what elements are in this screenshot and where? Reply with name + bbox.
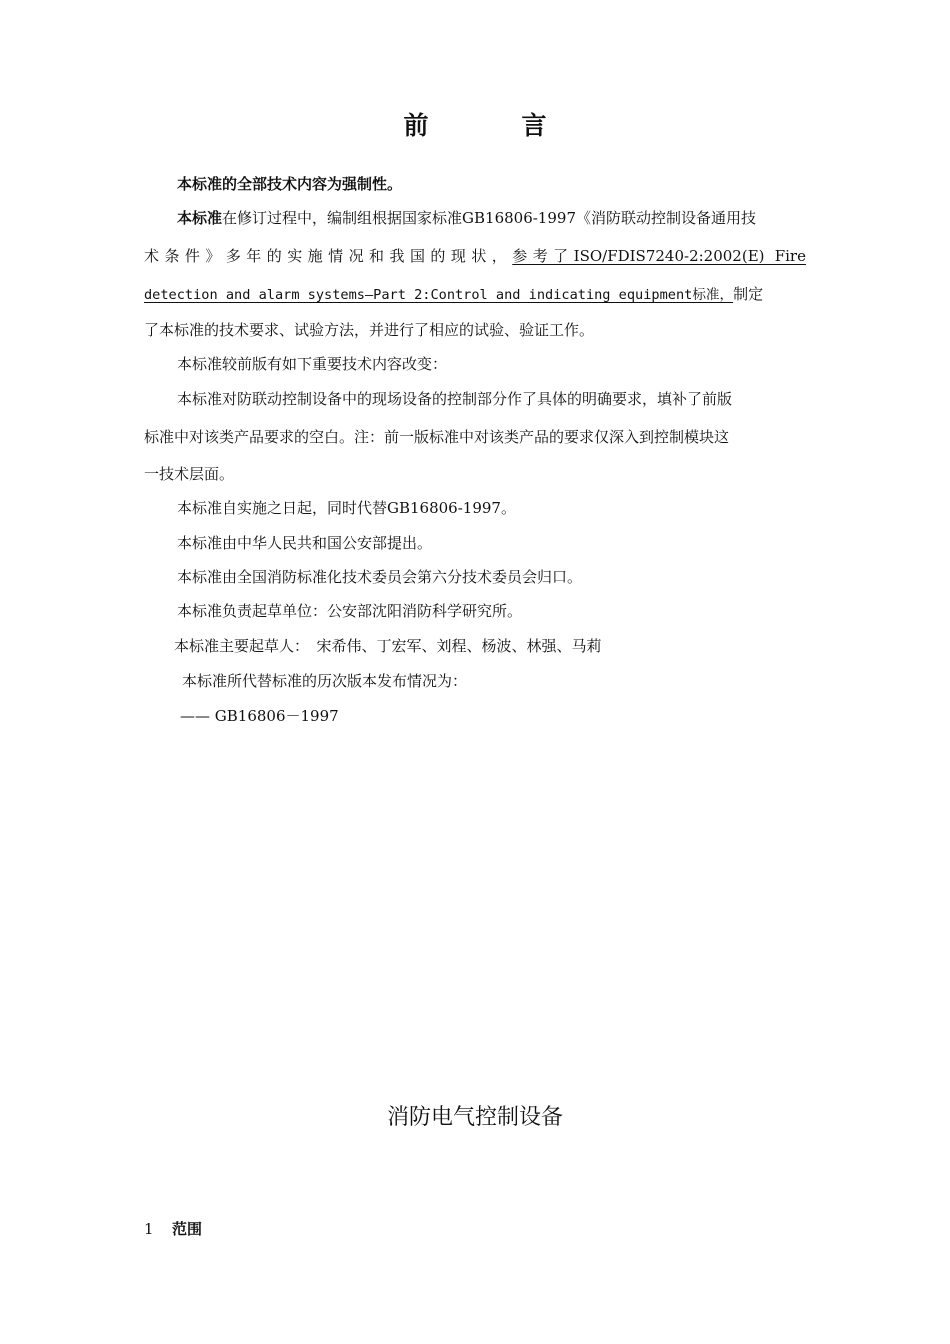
changes-line-1: 本标准对防联动控制设备中的现场设备的控制部分作了具体的明确要求，填补了前版 <box>177 390 733 408</box>
committee-statement: 本标准由全国消防标准化技术委员会第六分技术委员会归口。 <box>177 568 583 586</box>
revision-paragraph-line-1-text: 在修订过程中，编制组根据国家标准GB16806-1997《消防联动控制设备通用技 <box>222 209 756 227</box>
preface-title: 前 言 <box>403 111 581 140</box>
reference-standard-title: detection and alarm systems—Part 2:Control and indicating equipment标准， <box>144 287 734 303</box>
revision-paragraph-line-3-text: 制定 <box>733 285 764 303</box>
revision-paragraph-line-2-text: 术条件》多年的实施情况和我国的现状， <box>144 247 513 265</box>
reference-standard-text: 参考了ISO/FDIS7240-2:2002(E) Fire <box>512 247 806 265</box>
revision-paragraph-line-3 <box>144 284 806 305</box>
replacement-statement: 本标准自实施之日起，同时代替GB16806-1997。 <box>177 499 516 517</box>
revision-paragraph-line-1 <box>177 208 806 228</box>
version-history-item: —— GB16806－1997 <box>180 707 339 725</box>
section-title: 范围 <box>172 1220 203 1238</box>
document-title: 消防电气控制设备 <box>386 1105 563 1130</box>
drafters-statement: 本标准主要起草人： 宋希伟、丁宏军、刘程、杨波、林强、马莉 <box>174 637 602 655</box>
drafting-unit-statement: 本标准负责起草单位：公安部沈阳消防科学研究所。 <box>177 602 523 620</box>
mandatory-statement: 本标准的全部技术内容为强制性。 <box>177 175 403 193</box>
revision-paragraph-line-4: 了本标准的技术要求、试验方法，并进行了相应的试验、验证工作。 <box>144 321 595 339</box>
section-heading <box>144 1218 202 1239</box>
changes-intro: 本标准较前版有如下重要技术内容改变： <box>177 355 448 373</box>
changes-line-3: 一技术层面。 <box>144 465 235 483</box>
version-history-intro: 本标准所代替标准的历次版本发布情况为： <box>182 672 468 690</box>
changes-line-2: 标准中对该类产品要求的空白。注：前一版标准中对该类产品的要求仅深入到控制模块这 <box>144 428 730 446</box>
revision-paragraph-bold-lead: 本标准 <box>177 209 223 227</box>
revision-paragraph-line-2 <box>144 246 806 266</box>
section-number: 1 <box>144 1220 154 1238</box>
proposer-statement: 本标准由中华人民共和国公安部提出。 <box>177 534 433 552</box>
